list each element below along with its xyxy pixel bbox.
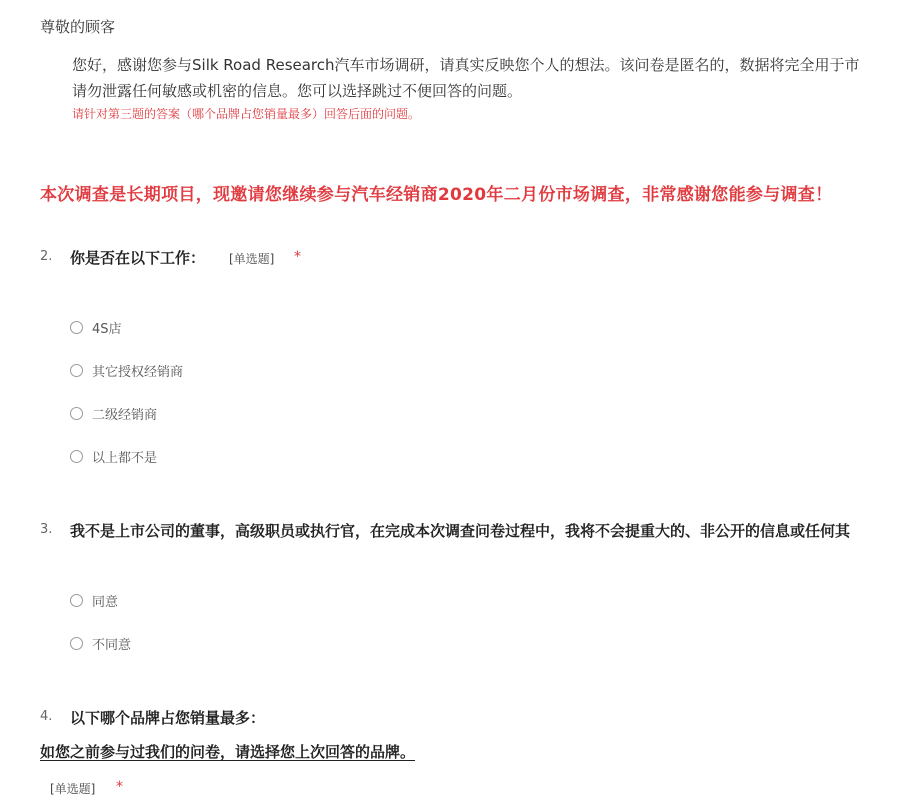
survey-banner: 本次调查是长期项目，现邀请您继续参与汽车经销商2020年二月份市场调查，非常感谢您能参与调查！: [40, 185, 833, 205]
question-4-title: 以下哪个品牌占您销量最多：: [70, 709, 266, 727]
question-2-option-other-authorized[interactable]: [70, 360, 183, 380]
radio-button[interactable]: [70, 407, 83, 420]
greeting-body-line-1: 您好，感谢您参与Silk Road Research汽车市场调研，请真实反映您个人的想法。该问卷是匿名的，数据将完全用于市: [72, 56, 860, 74]
option-label: 以上都不是: [92, 450, 158, 466]
question-2-title: 你是否在以下工作：: [70, 249, 206, 267]
greeting-title: 尊敬的顾客: [40, 18, 116, 36]
question-2-type: [单选题]: [229, 252, 275, 266]
question-4-number: 4.: [40, 709, 53, 724]
greeting-body: [72, 52, 860, 104]
question-3-option-disagree[interactable]: [70, 633, 131, 653]
option-label: 不同意: [92, 637, 132, 653]
option-label: 其它授权经销商: [92, 364, 184, 380]
question-3-number: 3.: [40, 522, 53, 537]
question-3-option-agree[interactable]: [70, 590, 118, 610]
question-4-subtitle: 如您之前参与过我们的问卷，请选择您上次回答的品牌。: [40, 743, 416, 761]
radio-button[interactable]: [70, 594, 83, 607]
question-3-title: 我不是上市公司的董事，高级职员或执行官，在完成本次调查问卷过程中，我将不会提重大的、非公开的信息或任何其: [70, 522, 851, 540]
question-4-required-mark: *: [116, 779, 123, 795]
question-2-option-secondary-dealer[interactable]: [70, 403, 157, 423]
question-2-number: 2.: [40, 249, 53, 264]
radio-button[interactable]: [70, 637, 83, 650]
question-4-type: [单选题]: [50, 782, 96, 796]
question-2-option-4s[interactable]: [70, 317, 122, 337]
question-2-required-mark: *: [294, 249, 301, 265]
greeting-note: 请针对第三题的答案（哪个品牌占您销量最多）回答后面的问题。: [72, 107, 421, 121]
radio-button[interactable]: [70, 450, 83, 463]
option-label: 4S店: [92, 321, 122, 337]
radio-button[interactable]: [70, 321, 83, 334]
radio-button[interactable]: [70, 364, 83, 377]
greeting-body-line-2: 请勿泄露任何敏感或机密的信息。您可以选择跳过不便回答的问题。: [72, 82, 523, 100]
option-label: 二级经销商: [92, 407, 158, 423]
question-2-option-none[interactable]: [70, 446, 157, 466]
option-label: 同意: [92, 594, 119, 610]
